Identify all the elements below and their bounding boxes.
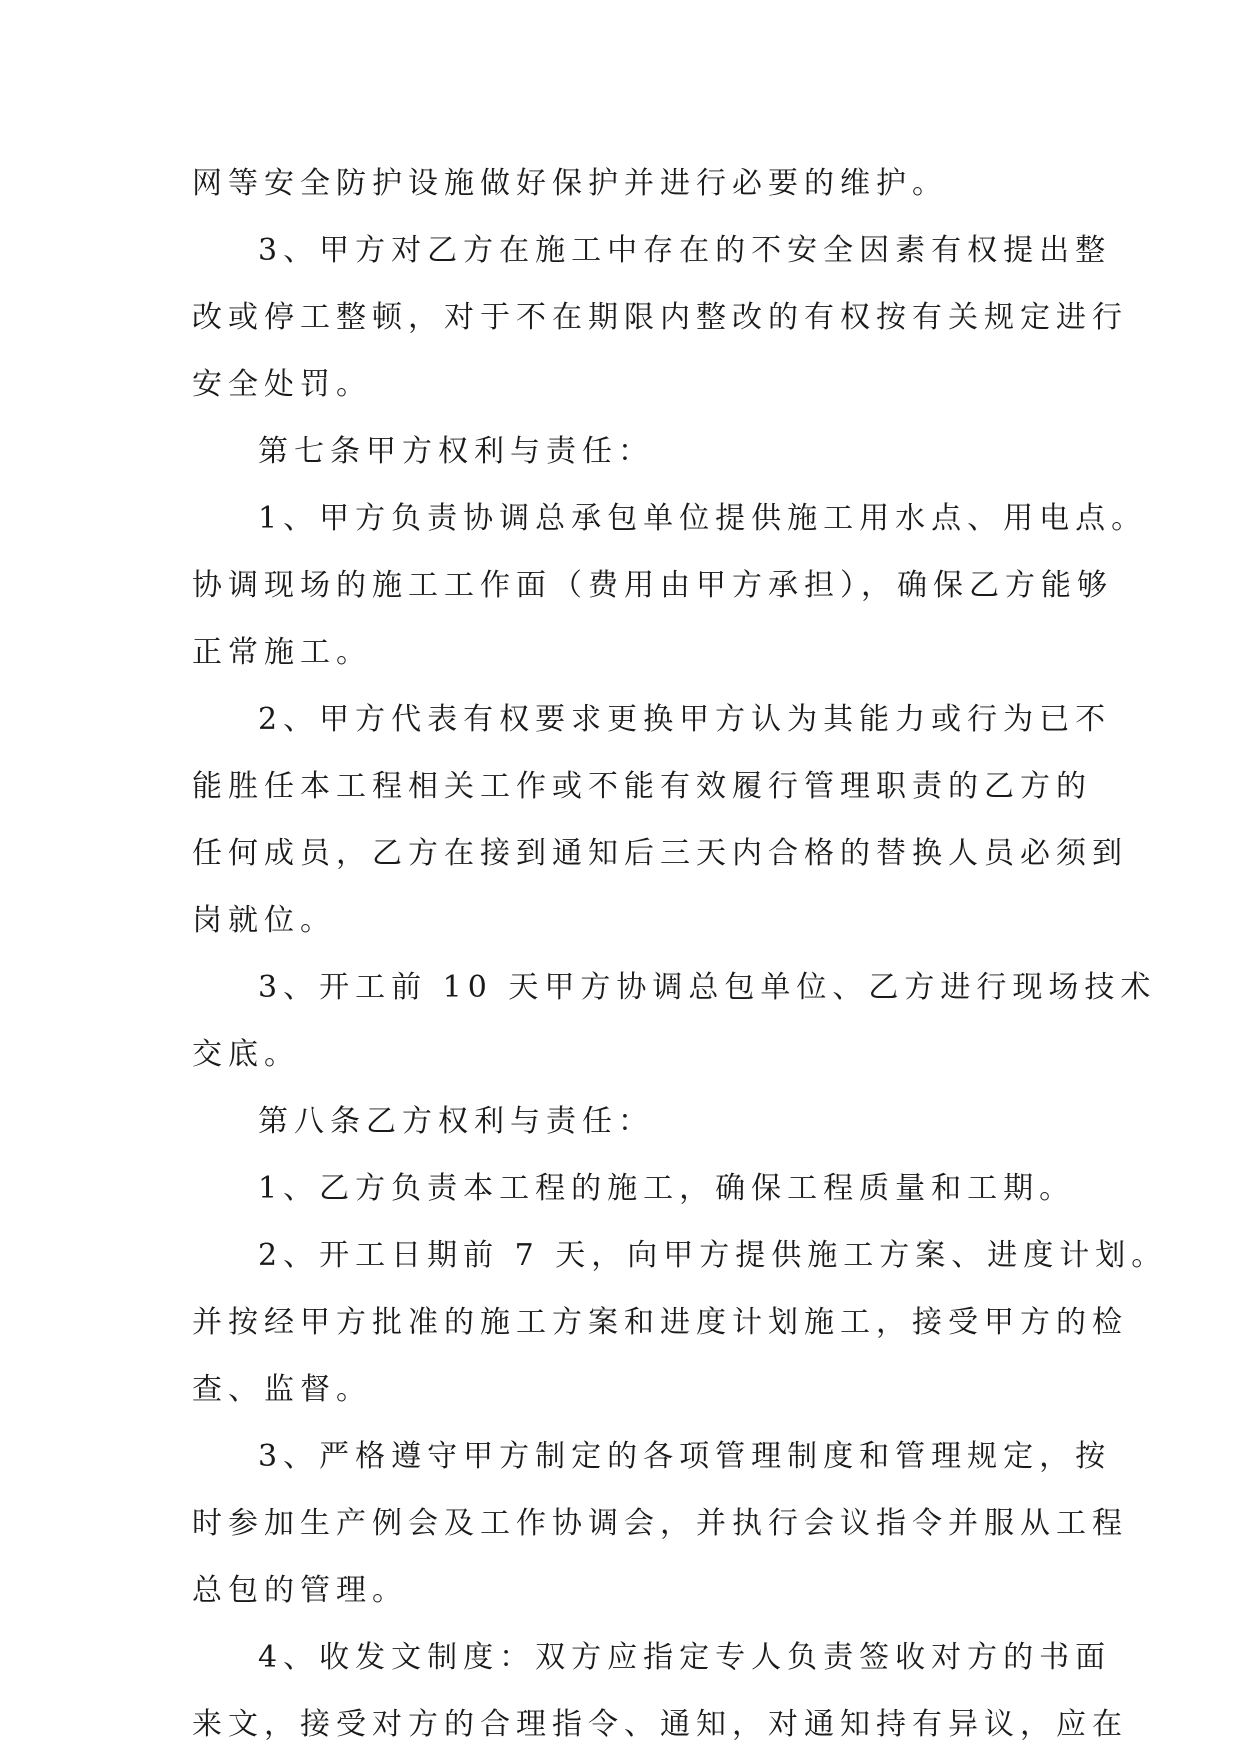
text-line: 并按经甲方批准的施工方案和进度计划施工，接受甲方的检	[192, 1305, 1128, 1340]
text-line: 岗就位。	[192, 903, 336, 938]
text-line: 2、甲方代表有权要求更换甲方认为其能力或行为已不	[258, 702, 1112, 737]
section-heading: 第七条甲方权利与责任：	[258, 434, 654, 469]
text-line: 网等安全防护设施做好保护并进行必要的维护。	[192, 166, 948, 201]
text-line: 协调现场的施工工作面（费用由甲方承担），确保乙方能够	[192, 568, 1113, 603]
text-line: 3、甲方对乙方在施工中存在的不安全因素有权提出整	[258, 233, 1112, 268]
text-line: 能胜任本工程相关工作或不能有效履行管理职责的乙方的	[192, 769, 1092, 804]
text-line: 时参加生产例会及工作协调会，并执行会议指令并服从工程	[192, 1506, 1128, 1541]
text-line: 3、严格遵守甲方制定的各项管理制度和管理规定，按	[258, 1439, 1112, 1474]
text-line: 4、收发文制度：双方应指定专人负责签收对方的书面	[258, 1640, 1112, 1675]
text-line: 总包的管理。	[192, 1573, 408, 1608]
text-line: 来文，接受对方的合理指令、通知，对通知持有异议，应在	[192, 1707, 1128, 1742]
section-heading: 第八条乙方权利与责任：	[258, 1104, 654, 1139]
text-line: 3、开工前 10 天甲方协调总包单位、乙方进行现场技术	[258, 970, 1157, 1005]
text-line: 交底。	[192, 1037, 300, 1072]
text-line: 任何成员，乙方在接到通知后三天内合格的替换人员必须到	[192, 836, 1128, 871]
text-line: 改或停工整顿，对于不在期限内整改的有权按有关规定进行	[192, 300, 1128, 335]
text-line: 查、监督。	[192, 1372, 372, 1407]
text-line: 2、开工日期前 7 天，向甲方提供施工方案、进度计划。	[258, 1238, 1168, 1273]
text-line: 1、甲方负责协调总承包单位提供施工用水点、用电点。	[258, 501, 1148, 536]
text-line: 正常施工。	[192, 635, 372, 670]
text-line: 1、乙方负责本工程的施工，确保工程质量和工期。	[258, 1171, 1076, 1206]
document-body	[192, 150, 1168, 1758]
text-line: 安全处罚。	[192, 367, 372, 402]
